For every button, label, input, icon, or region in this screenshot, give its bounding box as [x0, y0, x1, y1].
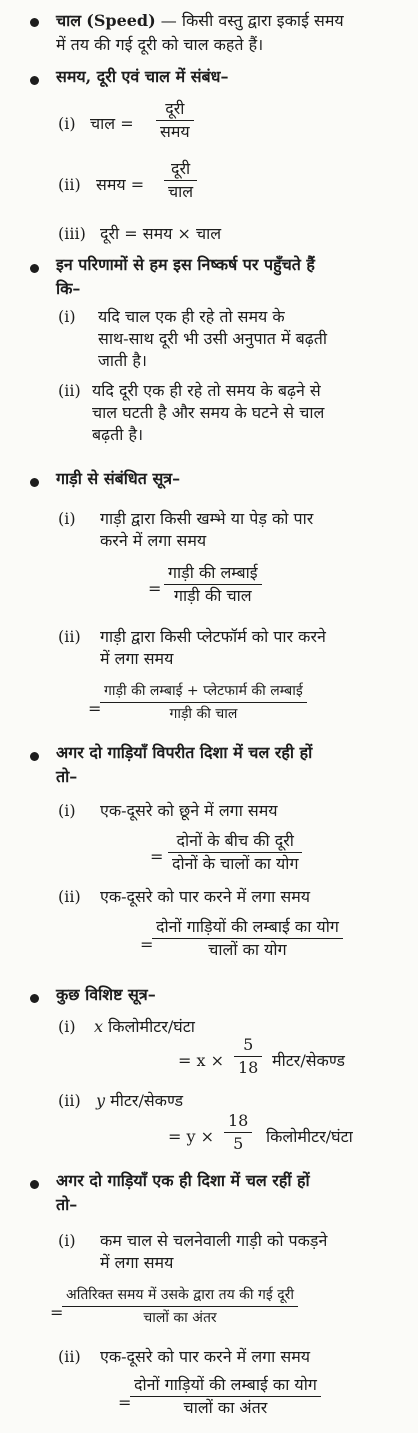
special-formula1-prefix: = x ×: [178, 1051, 225, 1070]
fraction-numerator: दोनों गाड़ियों की लम्बाई का योग: [152, 916, 343, 939]
relation-formula1-number: (i): [58, 114, 76, 133]
conclusion-heading-line1: इन परिणामों से हम इस निष्कर्ष पर पहुँचते हैं: [56, 255, 315, 274]
unit-label: मीटर/सेकण्ड: [110, 1091, 184, 1110]
special-formula1-number: (i): [58, 1017, 76, 1036]
text-line: साथ-साथ दूरी भी उसी अनुपात में बढ़ती: [98, 329, 328, 348]
equals-sign: =: [88, 699, 102, 718]
text-line: चाल घटती है और समय के घटने से चाल: [92, 403, 325, 422]
variable-x: x: [94, 1017, 104, 1036]
variable-y: y: [96, 1091, 106, 1110]
fraction-numerator: गाड़ी की लम्बाई + प्लेटफार्म की लम्बाई: [100, 680, 307, 703]
opposite-formula2-fraction: [152, 916, 343, 961]
fraction-numerator: दूरी: [156, 98, 194, 121]
speed-definition-line1: [56, 10, 344, 32]
text-line: जाती है।: [98, 351, 147, 370]
special-formula2-prefix: = y ×: [168, 1127, 215, 1146]
relation-formula1-lhs: चाल =: [90, 114, 134, 133]
fraction-denominator: 5: [233, 1134, 244, 1153]
special-formula2-number: (ii): [58, 1091, 81, 1110]
opposite-formula2-number: (ii): [58, 887, 81, 906]
relation-formula3-text: दूरी = समय × चाल: [100, 224, 222, 243]
opposite-formula1-number: (i): [58, 801, 76, 820]
bullet-icon: [30, 18, 39, 27]
equals-sign: =: [140, 935, 154, 954]
text-line: करने में लगा समय: [100, 531, 207, 550]
fraction-denominator: 18: [238, 1058, 259, 1077]
train-formula1-fraction: [164, 562, 262, 607]
fraction-numerator: दोनों के बीच की दूरी: [168, 830, 302, 853]
text-line: गाड़ी द्वारा किसी प्लेटफॉर्म को पार करने: [100, 627, 326, 646]
train-formula1-number: (i): [58, 509, 76, 528]
conclusion-point2-text: [92, 380, 324, 446]
opposite-formula1-fraction: [168, 830, 302, 875]
relation-formula3-number: (iii): [58, 224, 86, 243]
same-heading-line2: तो–: [56, 1195, 78, 1214]
fraction-numerator: 18: [224, 1110, 252, 1133]
opposite-formula1-text: एक-दूसरे को छूने में लगा समय: [100, 801, 278, 820]
fraction-numerator: 5: [234, 1034, 262, 1057]
fraction-denominator: चालों का अंतर: [183, 1398, 268, 1417]
bullet-icon: [30, 76, 39, 85]
fraction-numerator: गाड़ी की लम्बाई: [164, 562, 262, 585]
same-formula2-fraction: [130, 1374, 321, 1419]
text-line: यदि चाल एक ही रहे तो समय के: [98, 307, 285, 326]
same-formula1-number: (i): [58, 1231, 76, 1250]
conclusion-point2-number: (ii): [58, 381, 81, 400]
fraction-denominator: चालों का योग: [208, 940, 287, 959]
opposite-heading-line2: तो–: [56, 767, 78, 786]
same-formula2-text: एक-दूसरे को पार करने में लगा समय: [100, 1347, 311, 1366]
relation-formula2-fraction: [164, 158, 197, 203]
equals-sign: =: [118, 1393, 132, 1412]
conclusion-heading-line2: कि–: [56, 279, 81, 298]
conclusion-point1-text: [98, 306, 327, 372]
bullet-icon: [30, 994, 39, 1003]
bullet-icon: [30, 264, 39, 273]
same-heading-line1: अगर दो गाड़ियाँ एक ही दिशा में चल रहीं हों: [56, 1171, 310, 1190]
special-formula2-unit: किलोमीटर/घंटा: [266, 1127, 353, 1146]
same-formula1-fraction: [62, 1284, 298, 1329]
special-formula1-unit: मीटर/सेकण्ड: [272, 1051, 345, 1070]
special-heading: कुछ विशिष्ट सूत्र–: [56, 985, 156, 1004]
bullet-icon: [30, 1180, 39, 1189]
fraction-denominator: चाल: [168, 182, 194, 201]
fraction-denominator: चालों का अंतर: [143, 1310, 217, 1326]
text-line: कम चाल से चलनेवाली गाड़ी को पकड़ने: [100, 1231, 328, 1250]
bullet-icon: [30, 478, 39, 487]
conclusion-point1-number: (i): [58, 307, 76, 326]
special-formula2-fraction: [224, 1110, 252, 1155]
equals-sign: =: [150, 847, 164, 866]
text-line: यदि दूरी एक ही रहे तो समय के बढ़ने से: [92, 381, 321, 400]
special-formula2-label: [96, 1090, 183, 1112]
speed-definition-text1: — किसी वस्तु द्वारा इकाई समय: [160, 11, 344, 30]
text-line: में लगा समय: [100, 1253, 174, 1272]
text-line: बढ़ती है।: [92, 425, 144, 444]
speed-english-label: (Speed): [86, 11, 156, 30]
train-formula2-number: (ii): [58, 627, 81, 646]
train-formula1-text: [100, 508, 313, 552]
speed-definition-line2: में तय की गई दूरी को चाल कहते हैं।: [56, 35, 264, 54]
special-formula1-label: [94, 1016, 195, 1038]
relation-formula2-number: (ii): [58, 175, 81, 194]
fraction-denominator: गाड़ी की चाल: [174, 586, 252, 605]
fraction-numerator: अतिरिक्त समय में उसके द्वारा तय की गई दूरी: [62, 1284, 298, 1307]
train-heading: गाड़ी से संबंधित सूत्र–: [56, 469, 181, 488]
same-formula2-number: (ii): [58, 1347, 81, 1366]
relation-formula1-fraction: [156, 98, 194, 143]
same-formula1-text: [100, 1230, 327, 1274]
train-formula2-text: [100, 626, 326, 670]
relation-formula2-lhs: समय =: [96, 175, 145, 194]
equals-sign: =: [50, 1303, 64, 1322]
relation-heading: समय, दूरी एवं चाल में संबंध–: [56, 67, 229, 86]
special-formula1-fraction: [234, 1034, 262, 1079]
fraction-denominator: गाड़ी की चाल: [169, 706, 238, 722]
fraction-numerator: दोनों गाड़ियों की लम्बाई का योग: [130, 1374, 321, 1397]
text-line: गाड़ी द्वारा किसी खम्भे या पेड़ को पार: [100, 509, 314, 528]
fraction-denominator: दोनों के चालों का योग: [172, 854, 299, 873]
train-formula2-fraction: [100, 680, 307, 725]
opposite-heading-line1: अगर दो गाड़ियाँ विपरीत दिशा में चल रही हों: [56, 743, 313, 762]
fraction-denominator: समय: [160, 122, 190, 141]
bullet-icon: [30, 752, 39, 761]
speed-label: चाल: [56, 11, 82, 30]
fraction-numerator: दूरी: [164, 158, 197, 181]
text-line: में लगा समय: [100, 649, 174, 668]
unit-label: किलोमीटर/घंटा: [108, 1017, 195, 1036]
opposite-formula2-text: एक-दूसरे को पार करने में लगा समय: [100, 887, 311, 906]
equals-sign: =: [148, 579, 162, 598]
